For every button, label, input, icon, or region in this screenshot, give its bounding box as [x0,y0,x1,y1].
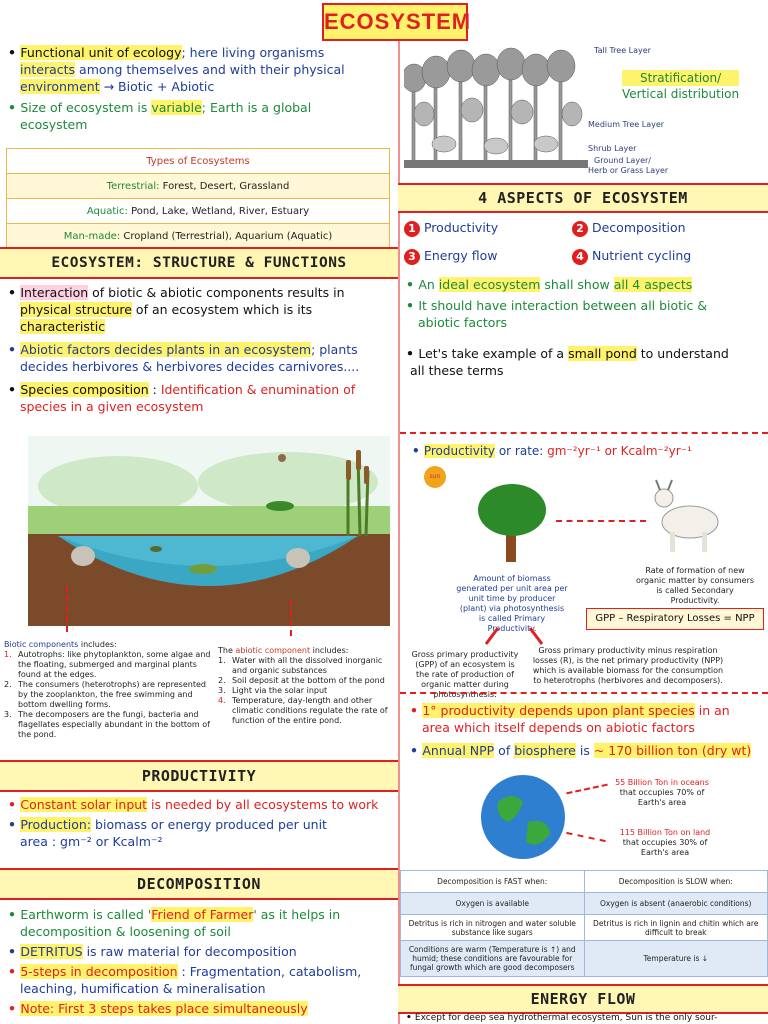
dec-slow-1: Oxygen is absent (anaerobic conditions) [584,893,768,915]
intro-block: • Functional unit of ecology; here living organisms interacts among themselves and with their physical environment → Biotic + Abiotic • Size of ecosystem is variable; Earth is a global ecosystem [8,44,396,133]
abiotic-3-num: 3. [218,686,226,695]
prodrate-or: or rate: [495,444,548,458]
abiotic-1-text: Water with all the dissolved inorganic and organic substances [232,656,383,675]
decomp-detritus: DETRITUS [20,944,83,959]
structure-b3-text: Identification & enumination of [160,382,356,397]
dec-slow-header: Decomposition is SLOW when: [618,877,733,886]
decomposition-block: • Earthworm is called 'Friend of Farmer' as it helps in decomposition & loosening of soil • DETRITUS is raw material for decomposition • 5-steps in decomposition : Fragmentation, catabolism, leaching, humification & mineralisation • Note: First 3 steps takes place simultaneously [8,906,396,1017]
abiotic-components [218,646,398,726]
abiotic-head-2: abiotic component [235,646,311,655]
dec-fast-header: Decomposition is FAST when: [437,877,548,886]
intro-b2-variable: variable [151,100,202,115]
npp-text: Gross primary productivity minus respiration losses (R), is the net primary productivity (NPP) which is available biomass for the consumption to heterotrophs (herbivores and decomposers). [532,646,724,685]
aspects-b3-text: Let's take example of a [418,346,569,361]
land-pointer [566,832,606,842]
productivity-rate: • Productivity or rate: gm⁻²yr⁻¹ or Kcalm⁻²yr⁻¹ [412,444,692,458]
abiotic-2-num: 2. [218,676,226,685]
abiotic-3-text: Light via the solar input [232,686,328,695]
aspects-b1-text: An [418,277,439,292]
npp-of: of [494,743,515,758]
types-terrestrial-text: Forest, Desert, Grassland [159,180,290,192]
abiotic-4-text: Temperature, day-length and other climatic conditions regulate the rate of function of the entire pond. [232,696,388,725]
structure-b1-text: of biotic & abiotic components results in [88,285,345,300]
structure-physical: physical structure [20,302,132,317]
npp-formula-box: GPP – Respiratory Losses = NPP [586,608,764,630]
abiotic-4-num: 4. [218,696,226,705]
structure-interaction: Interaction [20,285,89,300]
productivity-solar: Constant solar input [20,797,148,812]
npp-annual: Annual NPP [422,743,495,758]
aspects-b3-text3: all these terms [410,363,504,378]
aspects-notes: • An ideal ecosystem shall show all 4 aspects • It should have interaction between all biotic & abiotic factors • Let's take example of a small pond to understand all these terms [406,276,766,379]
decomposition-heading: DECOMPOSITION [0,868,398,900]
decomp-b3-text2: leaching, humification & mineralisation [20,981,266,996]
aspects-b1-text2: shall show [540,277,614,292]
ocean-line-1: 55 Billion Ton in oceans [615,778,709,787]
strat-caption-2: Vertical distribution [622,87,740,101]
abiotic-2-text: Soil deposit at the bottom of the pond [232,676,385,685]
biotic-components [4,640,212,740]
pond-illustration [28,436,390,626]
land-line-3: Earth's area [640,848,690,857]
aspect-1-label: Productivity [423,220,499,235]
intro-b1-text2: among themselves and with their physical [75,62,345,77]
primary-productivity-text: Amount of biomass generated per unit area per unit time by producer (plant) via photosynthesis is called Primary Productivity. [456,574,568,633]
aspect-1 [404,220,498,237]
ocean-npp [600,778,724,808]
productivity-production: Production: [20,817,92,832]
energy-b1: Except for deep sea hydrothermal ecosystem, Sun is the only sour- [414,1013,718,1023]
biotic-2-num: 2. [4,680,12,689]
npp-value: ~ 170 billion ton (dry wt) [593,743,752,758]
intro-b2-text2: ; Earth is a global [201,100,312,115]
aspects-b1-all4: all 4 aspects [613,277,693,292]
aspects-b3-pond: small pond [568,346,637,361]
structure-heading: ECOSYSTEM: STRUCTURE & FUNCTIONS [0,247,398,279]
biotic-2-text: The consumers (heterotrophs) are represented by the zooplankton, the free swimming and bottom dwelling forms. [18,680,206,709]
npp-b1-highlight: 1° productivity depends upon plant species [422,703,695,718]
prodrate-term: Productivity [423,444,495,458]
dec-fast-2: Detritus is rich in nitrogen and water soluble substance like sugars [401,915,585,941]
decomp-b1-text: Earthworm is called ' [20,907,152,922]
productivity-b2-text: biomass or energy produced per unit [91,817,327,832]
dec-slow-2: Detritus is rich in lignin and chitin which are difficult to break [584,915,768,941]
land-line-2: that occupies 30% of [622,838,708,847]
intro-b1-interacts: interacts [20,62,76,77]
prodrate-units: gm⁻²yr⁻¹ or Kcalm⁻²yr⁻¹ [547,444,692,458]
aspects-b2-text2: abiotic factors [418,315,508,330]
structure-b1-text2: of an ecosystem which is its [131,302,313,317]
sun-icon: sun [424,466,446,488]
npp-b1-text2: area which itself depends on abiotic factors [422,720,695,735]
productivity-b2-text2: area : gm⁻² or Kcalm⁻² [20,834,163,849]
earth-globe-icon [478,772,568,866]
divider-npp [400,692,768,694]
energy-arrow [556,520,646,522]
decomposition-table [400,870,768,977]
dec-fast-1: Oxygen is available [401,893,585,915]
types-header: Types of Ecosystems [7,149,390,174]
structure-b2-text2: decides herbivores & herbivores decides carnivores.... [20,359,360,374]
biotic-1-text: Autotrophs: like phytoplankton, some algae and the floating, submerged and marginal plants found at the edges. [18,650,211,679]
aspect-4 [572,248,691,265]
structure-b3-text2: species in a given ecosystem [20,399,204,414]
intro-b1-term: Functional unit of ecology [20,45,182,60]
aspects-heading: 4 ASPECTS OF ECOSYSTEM [398,183,768,213]
structure-b2-text: ; plants [311,342,358,357]
strat-caption-1: Stratification/ [622,70,739,86]
biotic-1-num: 1. [4,650,12,659]
npp-b1-text: in an [694,703,730,718]
stratification-caption [622,70,739,102]
decomp-friend: Friend of Farmer [151,907,254,922]
aspect-3-number: 3 [404,249,420,265]
aspect-1-number: 1 [404,221,420,237]
aspects-b2-text: It should have interaction between all biotic & [418,298,708,313]
types-terrestrial-label: Terrestrial: [106,180,160,192]
abiotic-1-num: 1. [218,656,226,665]
aspect-2-number: 2 [572,221,588,237]
aspect-2 [572,220,686,237]
decomp-b2-text: is raw material for decomposition [82,944,297,959]
aspect-3-label: Energy flow [423,248,498,263]
label-medium-tree: Medium Tree Layer [588,120,665,129]
goat-icon [650,476,724,560]
aspects-b3-text2: to understand [636,346,729,361]
intro-b2-text: Size of ecosystem is [20,100,152,115]
structure-species: Species composition [20,382,149,397]
energy-text: • Except for deep sea hydrothermal ecosystem, Sun is the only sour- [406,1013,718,1023]
land-npp [602,828,728,858]
biotic-head-2: includes: [78,640,117,649]
types-aquatic-text: Pond, Lake, Wetland, River, Estuary [127,205,310,217]
decomp-note: Note: First 3 steps takes place simultaneously [20,1001,308,1016]
decomp-b3-text: : Fragmentation, catabolism, [177,964,362,979]
aspect-3 [404,248,497,265]
intro-b1-environment: environment [20,79,100,94]
intro-b1-text3: → Biotic + Abiotic [103,79,215,94]
biotic-3-text: The decomposers are the fungi, bacteria and flagellates especially abundant in the bottom of the pond. [18,710,210,739]
ocean-line-3: Earth's area [637,798,687,807]
aspect-2-label: Decomposition [591,220,686,235]
structure-block: • Interaction of biotic & abiotic components results in physical structure of an ecosystem which is its characteristic • Abiotic factors decides plants in an ecosystem; plants decides herbivores & herbivores decides carnivores.... • Species composition : Identification & enumination of species in a given ecosystem [8,284,396,415]
aspects-b1-ideal: ideal ecosystem [438,277,541,292]
land-line-1: 115 Billion Ton on land [619,828,711,837]
energy-heading: ENERGY FLOW [398,984,768,1014]
decomp-b1-text2: ' as it helps in [253,907,341,922]
productivity-block: • Constant solar input is needed by all ecosystems to work • Production: biomass or energy produced per unit area : gm⁻² or Kcalm⁻² [8,796,396,850]
page-title: ECOSYSTEM [322,3,468,41]
types-manmade-text: Cropland (Terrestrial), Aquarium (Aquatic) [120,230,333,242]
dec-fast-3: Conditions are warm (Temperature is ↑) and humid; these conditions are favourable for fungal growth which are good decomposers [401,941,585,977]
npp-is: is [575,743,594,758]
decomp-5steps: 5-steps in decomposition [20,964,178,979]
abiotic-pointer [290,600,292,636]
decomp-b1-text3: decomposition & loosening of soil [20,924,231,939]
ocean-line-2: that occupies 70% of [619,788,705,797]
intro-b2-text3: ecosystem [20,117,88,132]
tree-icon [476,484,548,568]
aspect-4-number: 4 [572,249,588,265]
forest-layers-illustration [404,44,588,170]
structure-b3-colon: : [148,382,161,397]
abiotic-head-3: includes: [310,646,349,655]
npp-biosphere: biosphere [514,743,576,758]
types-aquatic-label: Aquatic: [86,205,128,217]
biotic-3-num: 3. [4,710,12,719]
dec-slow-3: Temperature is ↓ [584,941,768,977]
label-tall-tree: Tall Tree Layer [594,46,651,55]
divider-productivity-rate [400,432,768,434]
label-shrub: Shrub Layer [588,144,637,153]
label-herb: Herb or Grass Layer [588,166,669,175]
abiotic-head-1: The [218,646,236,655]
structure-b2-highlight: Abiotic factors decides plants in an ecosystem [20,342,312,357]
gpp-text: Gross primary productivity (GPP) of an ecosystem is the rate of production of organic matter during photosynthesis. [411,650,519,699]
productivity-heading: PRODUCTIVITY [0,760,398,792]
productivity-b1-text: is needed by all ecosystems to work [147,797,379,812]
biotic-pointer [66,586,68,632]
biotic-head: Biotic components [4,640,79,649]
secondary-productivity-text: Rate of formation of new organic matter by consumers is called Secondary Productivity. [635,566,755,605]
label-ground: Ground Layer/ [594,156,651,165]
intro-b1-text: ; here living organisms [181,45,325,60]
npp-block: • 1° productivity depends upon plant species in an area which itself depends on abiotic factors • Annual NPP of biosphere is ~ 170 billion ton (dry wt) [410,702,766,759]
types-table [6,148,390,249]
structure-characteristic: characteristic [20,319,106,334]
aspect-4-label: Nutrient cycling [591,248,692,263]
types-manmade-label: Man-made: [63,230,121,242]
